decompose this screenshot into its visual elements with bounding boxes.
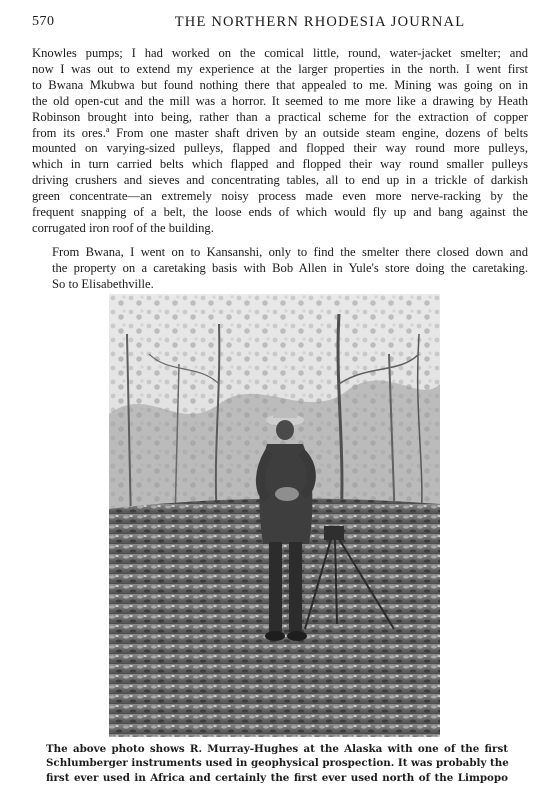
text-line: So to Elisabethville. <box>52 276 154 291</box>
text-line: Knowles pumps; I had worked on the comical little, round, water-jacket smelter; and <box>32 46 528 60</box>
text-line: driving crushers and sieves and concentrating tables, all to end up in a trickle of darkish <box>32 173 528 188</box>
caption-line: The above photo shows R. Murray-Hughes at the Alaska with one of the first <box>46 743 508 755</box>
paragraph-2 <box>32 245 528 293</box>
body-text <box>32 46 528 293</box>
page-header <box>32 14 528 34</box>
text-fragment: from its ores. <box>32 125 106 140</box>
text-line: Robinson brought into being, rather than a practical scheme for the extraction of copper <box>32 109 528 124</box>
footnote-marker: a <box>105 124 110 134</box>
text-line: the old open-cut and the mill was a horror. It seemed to me more like a drawing by Heath <box>32 93 528 108</box>
text-line: From Bwana, I went on to Kansanshi, only to find the smelter there closed down and <box>52 244 528 259</box>
photo-image <box>109 294 440 737</box>
text-line: green concentrate—an extremely noisy process made even more nerve-racking by the <box>32 189 528 204</box>
text-line-with-footnote <box>32 126 528 142</box>
text-line: mounted on varying-sized pulleys, flapped and flopped their way round more pulleys, <box>32 141 528 156</box>
text-line: which in turn carried belts which flapped and flopped their way round smaller pulleys <box>32 157 528 172</box>
paragraph-1 <box>32 46 528 237</box>
text-line: now I was out to extend my experience at the larger properties in the north. I went first <box>32 61 528 76</box>
photograph <box>109 294 440 737</box>
text-line: the property on a caretaking basis with Bob Allen in Yule's store doing the caretaking. <box>52 260 528 275</box>
text-line: to Bwana Mkubwa but found nothing there that appealed to me. Mining was going on in <box>32 77 528 92</box>
journal-title: THE NORTHERN RHODESIA JOURNAL <box>174 14 466 30</box>
caption-line: first ever used in Africa and certainly the first ever used north of the Limpopo <box>46 771 508 784</box>
page-number: 570 <box>32 14 55 29</box>
text-line: corrugated iron roof of the building. <box>32 220 214 235</box>
caption-line: Schlumberger instruments used in geophysical prospection. It was probably the <box>46 757 509 770</box>
photo-caption <box>46 742 508 785</box>
text-fragment: From one master shaft driven by an outside steam engine, dozens of belts <box>116 125 528 140</box>
text-line: frequent snapping of a belt, the loose ends of which would fly up and bang against the <box>32 205 528 220</box>
